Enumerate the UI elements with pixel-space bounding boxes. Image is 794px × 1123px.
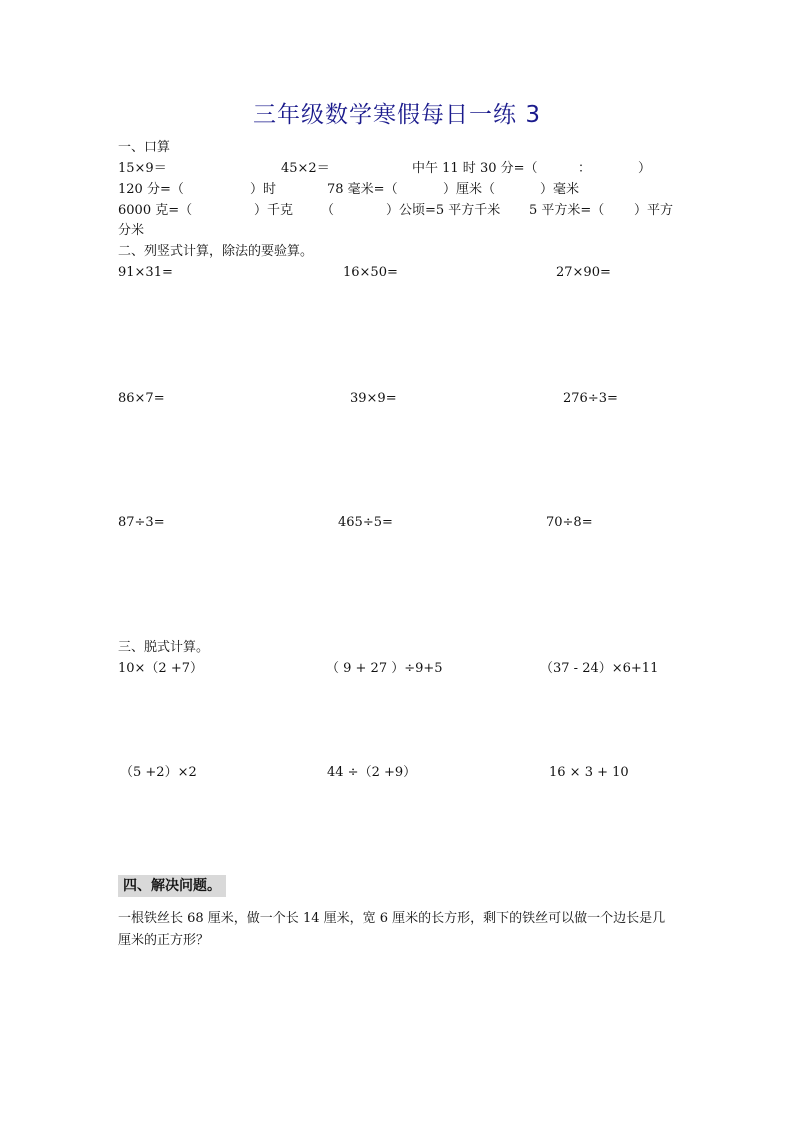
vertical-calc-item: 276÷3= [563, 391, 618, 406]
oral-calc-cm-unit: ）厘米（ [443, 182, 496, 197]
oral-calc-sqdm-wrap: 分米 [118, 223, 145, 238]
oral-calc-hectare-open: （ [321, 203, 335, 218]
section-3-heading: 三、脱式计算。 [118, 640, 210, 655]
vertical-calc-item: 91×31= [118, 265, 173, 280]
vertical-calc-item: 16×50= [343, 265, 398, 280]
vertical-calc-item: 86×7= [118, 391, 165, 406]
oral-calc-78mm: 78 毫米=（ [327, 182, 398, 197]
step-calc-item: （ 9 + 27 ）÷9+5 [326, 661, 443, 676]
oral-calc-kg-unit: ）千克 [254, 203, 294, 218]
worksheet-title: 三年级数学寒假每日一练 3 [253, 102, 541, 128]
oral-calc-time-close: ） [638, 161, 652, 176]
section-4-heading: 四、解决问题。 [118, 875, 226, 897]
oral-calc-hectare: ）公顷=5 平方千米 [386, 203, 501, 218]
step-calc-item: 16 × 3 + 10 [549, 765, 629, 780]
section-2-heading: 二、列竖式计算，除法的要验算。 [118, 244, 314, 259]
word-problem-text: 一根铁丝长 68 厘米，做一个长 14 厘米，宽 6 厘米的长方形，剩下的铁丝可以做一个边长是几厘米的正方形？ [118, 911, 666, 948]
oral-calc-sq-unit: ）平方 [634, 203, 674, 218]
oral-calc-mm-unit: ）毫米 [540, 182, 580, 197]
step-calc-item: 10×（2 +7） [118, 661, 204, 676]
oral-calc-15x9: 15×9＝ [118, 161, 167, 176]
oral-calc-time-colon: ： [578, 161, 592, 176]
step-calc-item: 44 ÷（2 +9） [327, 765, 417, 780]
oral-calc-120min: 120 分=（ [118, 182, 184, 197]
vertical-calc-item: 465÷5= [338, 515, 393, 530]
vertical-calc-item: 70÷8= [546, 515, 593, 530]
oral-calc-time-open: 中午 11 时 30 分=（ [412, 161, 538, 176]
oral-calc-5sqm: 5 平方米=（ [529, 203, 605, 218]
vertical-calc-item: 27×90= [556, 265, 611, 280]
step-calc-item: （37 - 24）×6+11 [540, 661, 659, 676]
oral-calc-hours-unit: ）时 [250, 182, 277, 197]
oral-calc-45x2: 45×2＝ [281, 161, 330, 176]
oral-calc-6000g: 6000 克=（ [118, 203, 193, 218]
section-1-heading: 一、口算 [118, 140, 171, 155]
vertical-calc-item: 87÷3= [118, 515, 165, 530]
vertical-calc-item: 39×9= [350, 391, 397, 406]
step-calc-item: （5 +2）×2 [120, 765, 197, 780]
